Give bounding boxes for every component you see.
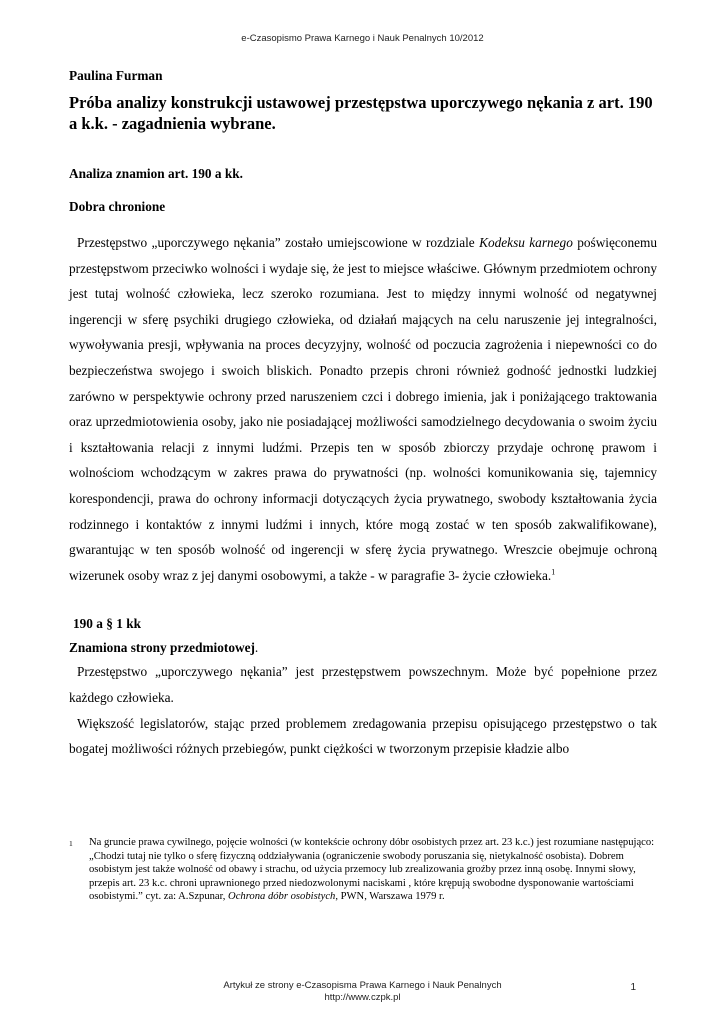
paragraph-legislators: Większość legislatorów, stając przed problemem zredagowania przepisu opisującego przestępstwo o tak bogatej możliwości różnych przebiegów, punkt ciężkości w tworzonym przepisie kładzie albo: [69, 715, 657, 757]
page-footer: [0, 980, 725, 1004]
footnote-reference[interactable]: 1: [551, 567, 556, 577]
author-name: Paulina Furman: [69, 68, 163, 83]
running-header: e-Czasopismo Prawa Karnego i Nauk Penalnych 10/2012: [241, 33, 484, 44]
footnote-text: Na gruncie prawa cywilnego, pojęcie wolności (w kontekście ochrony dóbr osobistych przez art. 23 k.c.) jest rozumiane następująco: „Chodzi tutaj nie tylko o sferę fizyczną oddziaływania (ograniczenie swobody poruszania się, nietykalność osobista). Dobrem osobistym jest także wolność od obawy i strachu, od użycia przemocy lub zrealizowania groźby przez inną osobę. Innymi słowy, przepis art. 23 k.c. chroni uprawnionego przed niedozwolonymi naciskami , które krępują swobodne dysponowanie wartościami osobistymi.” cyt. za: A.Szpunar, Ochrona dóbr osobistych, PWN, Warszawa 1979 r.: [89, 837, 655, 903]
footer-source: Artykuł ze strony e-Czasopisma Prawa Karnego i Nauk Penalnych: [223, 980, 502, 991]
footer-url[interactable]: http://www.czpk.pl: [324, 992, 401, 1003]
paragraph-text: Przestępstwo „uporczywego nękania” zostało umiejscowione w rozdziale: [77, 235, 480, 250]
paragraph-text: poświęconemu przestępstwom przeciwko wolności i wydaje się, że jest to miejsce właściwe. Głównym przedmiotem ochrony jest tutaj wolność człowieka, lecz szeroko rozumiana. Jest to między innymi wolność od negatywnej ingerencji w sferę psychiki drugiego człowieka, od działań mających na celu naruszenie jej integralności, wywoływania presji, wpływania na proces decyzyjny, wolność od poczucia zagrożenia i niepewności co do bezpieczeństwa swojego i swoich bliskich. Ponadto przepis chroni również godność jednostki ludzkiej zarówno w perspektywie ochrony przed naruszeniem czci i dobrego imienia, jak i poniżającego traktowania oraz uprzedmiotowienia osoby, jako nie posiadającej możliwości samodzielnego decydowania o swoim życiu i kształtowania relacji z innymi ludźmi. Przepis ten w sposób zbiorczy przydaje ochronę prawom i wolnościom wchodzącym w zakres prawa do prywatności (np. wolności komunikowania się, tajemnicy korespondencji, prawa do ochrony informacji dotyczących życia prywatnego, swobody kształtowania życia rodzinnego i kontaktów z innymi ludźmi i innych, które mogą zostać w ten sposób zakwalifikowane), gwarantując w ten sposób wolność od ingerencji w sferę życia prywatnego. Wreszcie obejmuje ochroną wizerunek osoby wraz z jej danymi osobowymi, a także - w paragrafie 3- życie człowieka.: [69, 235, 657, 583]
section-heading-analysis: Analiza znamion art. 190 a kk.: [69, 166, 243, 181]
paragraph-italic-text: Kodeksu karnego: [479, 235, 573, 250]
article-title: Próba analizy konstrukcji ustawowej przestępstwa uporczywego nękania z art. 190 a k.k. - zagadnienia wybrane.: [69, 93, 653, 133]
footnote: [69, 836, 659, 904]
subsection-heading-objective-side: Znamiona strony przedmiotowej.: [69, 640, 259, 656]
paragraph-protected-goods: [69, 230, 657, 588]
footnote-number: 1: [69, 839, 73, 848]
page-number: 1: [630, 982, 636, 993]
paragraph-common-crime: Przestępstwo „uporczywego nękania” jest przestępstwem powszechnym. Może być popełnione przez każdego człowieka.: [69, 664, 657, 705]
main-content: [69, 66, 657, 762]
section-heading-190a: 190 a § 1 kk: [73, 616, 141, 632]
subsection-heading-protected-goods: Dobra chronione: [69, 199, 166, 214]
